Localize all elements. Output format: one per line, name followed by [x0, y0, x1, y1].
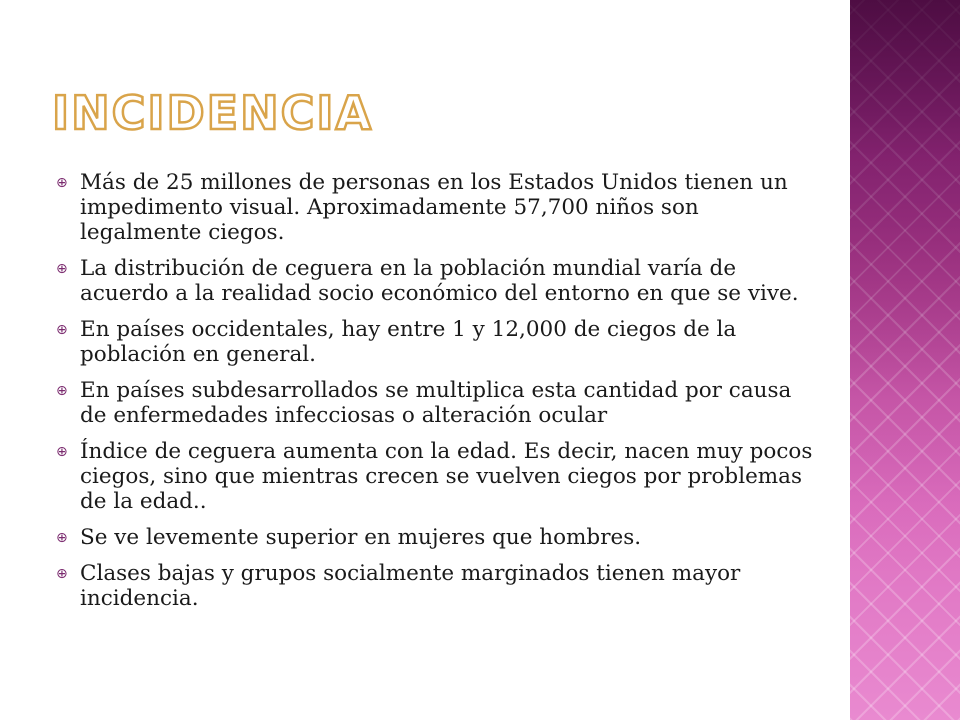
bullet-item	[56, 525, 816, 550]
circled-plus-icon: ⊕	[56, 383, 68, 399]
bullet-text: Se ve levemente superior en mujeres que hombres.	[80, 525, 642, 550]
slide-title: INCIDENCIA	[52, 86, 374, 140]
decorative-side-panel	[850, 0, 960, 720]
circled-plus-icon: ⊕	[56, 566, 68, 582]
circled-plus-icon: ⊕	[56, 530, 68, 546]
bullet-item	[56, 170, 816, 245]
circled-plus-icon: ⊕	[56, 322, 68, 338]
bullet-text: Más de 25 millones de personas en los Estados Unidos tienen un impedimento visual. Aproximadamente 57,700 niños son legalmente ciegos.	[80, 170, 788, 245]
circled-plus-icon: ⊕	[56, 175, 68, 191]
bullet-list	[56, 170, 816, 622]
circled-plus-icon: ⊕	[56, 444, 68, 460]
bullet-text: En países occidentales, hay entre 1 y 12,000 de ciegos de la población en general.	[80, 317, 737, 367]
bullet-text: Índice de ceguera aumenta con la edad. Es decir, nacen muy pocos ciegos, sino que mientras crecen se vuelven ciegos por problemas de la edad..	[80, 439, 813, 514]
circled-plus-icon: ⊕	[56, 261, 68, 277]
bullet-item	[56, 439, 816, 514]
bullet-item	[56, 378, 816, 428]
bullet-item	[56, 561, 816, 611]
bullet-item	[56, 317, 816, 367]
bullet-text: Clases bajas y grupos socialmente marginados tienen mayor incidencia.	[80, 561, 741, 611]
bullet-item	[56, 256, 816, 306]
bullet-text: En países subdesarrollados se multiplica esta cantidad por causa de enfermedades infecciosas o alteración ocular	[80, 378, 792, 428]
bullet-text: La distribución de ceguera en la población mundial varía de acuerdo a la realidad socio económico del entorno en que se vive.	[80, 256, 799, 306]
